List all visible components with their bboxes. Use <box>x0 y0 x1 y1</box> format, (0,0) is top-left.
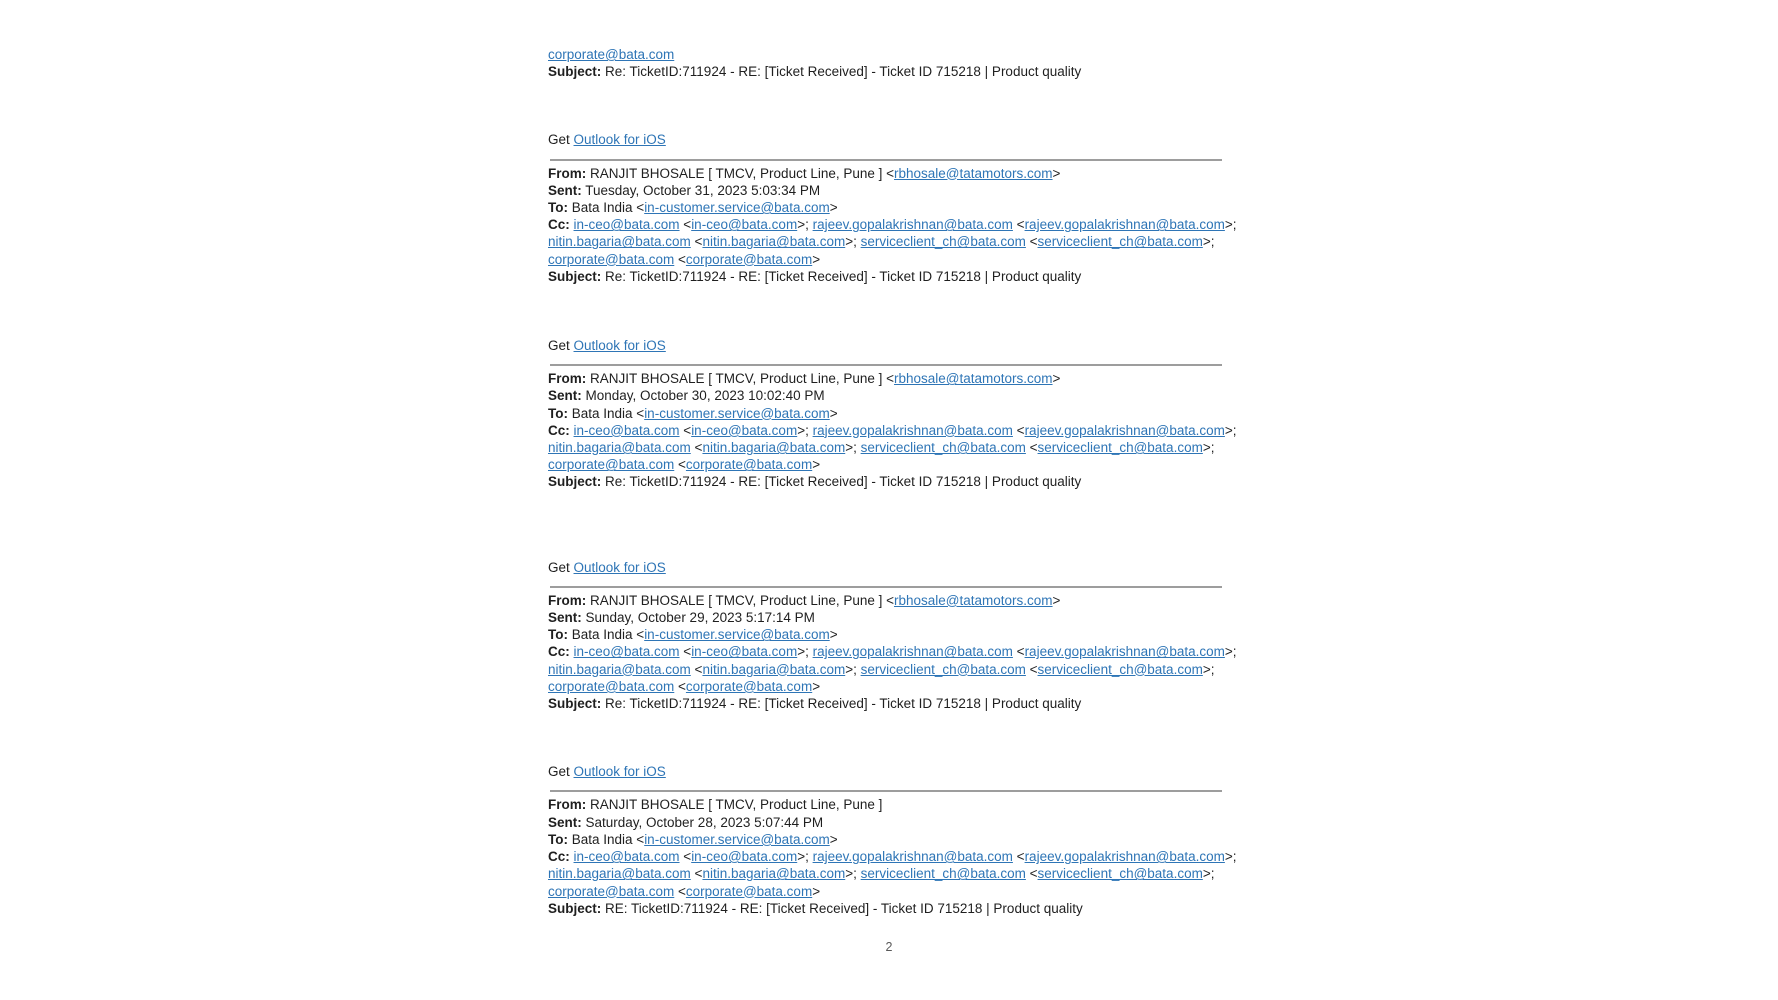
email-address-link[interactable]: corporate@bata.com <box>548 457 675 473</box>
email-address-link[interactable]: in-ceo@bata.com <box>691 217 798 233</box>
text-run: Sunday, October 29, 2023 5:17:14 PM <box>581 610 815 626</box>
document-page <box>548 46 1238 917</box>
text-run: < <box>674 678 686 694</box>
email-address-link[interactable]: nitin.bagaria@bata.com <box>548 440 691 456</box>
email-address-link[interactable]: nitin.bagaria@bata.com <box>548 234 691 250</box>
text-run: Bata India < <box>568 831 645 847</box>
text-run: >; <box>845 234 861 250</box>
sent-line <box>548 609 1238 626</box>
subject-line <box>548 695 1238 712</box>
text-run: >; <box>1202 234 1215 250</box>
cc-line <box>548 678 1238 695</box>
text-run: < <box>690 440 703 456</box>
field-label: To: <box>548 831 568 847</box>
text-run: Bata India < <box>568 627 645 643</box>
email-address-link[interactable]: in-customer.service@bata.com <box>644 200 830 216</box>
text-run: >; <box>1202 440 1215 456</box>
email-address-link[interactable]: rajeev.gopalakrishnan@bata.com <box>1024 217 1225 233</box>
header-lines <box>548 796 1238 916</box>
cc-line <box>548 661 1238 678</box>
email-address-link[interactable]: in-customer.service@bata.com <box>644 831 830 847</box>
outlook-for-ios-link[interactable]: Outlook for iOS <box>573 559 666 575</box>
sent-line <box>548 182 1238 199</box>
email-address-link[interactable]: rbhosale@tatamotors.com <box>894 371 1053 387</box>
cc-line <box>548 643 1238 660</box>
text-run: Bata India < <box>568 200 645 216</box>
text-run: >; <box>1202 661 1215 677</box>
email-address-link[interactable]: rajeev.gopalakrishnan@bata.com <box>1024 644 1225 660</box>
cc-line <box>548 439 1238 456</box>
email-address-link[interactable]: in-ceo@bata.com <box>573 217 680 233</box>
email-header-block <box>548 131 1238 285</box>
text-run: >; <box>1224 422 1237 438</box>
signature-line <box>548 559 1238 576</box>
text-run: < <box>1012 217 1025 233</box>
email-address-link[interactable]: in-ceo@bata.com <box>691 644 798 660</box>
email-thread <box>548 131 1238 917</box>
field-label: To: <box>548 200 568 216</box>
signature-line <box>548 337 1238 354</box>
email-address-link[interactable]: corporate@bata.com <box>548 678 675 694</box>
from-line <box>548 370 1238 387</box>
text-run: Saturday, October 28, 2023 5:07:44 PM <box>581 814 824 830</box>
field-label: Sent: <box>548 610 582 626</box>
field-label: Cc: <box>548 849 570 865</box>
email-address-link[interactable]: corporate@bata.com <box>548 47 675 62</box>
email-address-link[interactable]: serviceclient_ch@bata.com <box>860 866 1026 882</box>
subject-line <box>548 473 1238 490</box>
email-address-link[interactable]: serviceclient_ch@bata.com <box>1037 440 1203 456</box>
from-line <box>548 796 1238 813</box>
text-run: RANJIT BHOSALE [ TMCV, Product Line, Pune ] < <box>586 371 895 387</box>
text-run: < <box>690 866 703 882</box>
signature-line <box>548 131 1238 148</box>
text-run: > <box>812 678 821 694</box>
to-line <box>548 199 1238 216</box>
outlook-for-ios-link[interactable]: Outlook for iOS <box>573 764 666 780</box>
text-run: > <box>829 200 838 216</box>
email-address-link[interactable]: serviceclient_ch@bata.com <box>860 661 1026 677</box>
to-line <box>548 626 1238 643</box>
signature-line <box>548 763 1238 780</box>
email-header-block <box>548 337 1238 491</box>
text-run: Re: TicketID:711924 - RE: [Ticket Received] - Ticket ID 715218 | Product quality <box>601 64 1082 80</box>
field-label: Sent: <box>548 182 582 198</box>
email-address-link[interactable]: serviceclient_ch@bata.com <box>1037 866 1203 882</box>
email-address-link[interactable]: corporate@bata.com <box>685 251 813 267</box>
text-run: >; <box>797 849 813 865</box>
email-address-link[interactable]: in-ceo@bata.com <box>573 422 680 438</box>
text-run: < <box>690 661 703 677</box>
text-run: >; <box>1224 644 1237 660</box>
cc-line <box>548 883 1238 900</box>
text-run: >; <box>1224 849 1237 865</box>
separator-line <box>550 159 1222 161</box>
cc-line <box>548 251 1238 268</box>
email-address-link[interactable]: serviceclient_ch@bata.com <box>860 234 1026 250</box>
field-label: Cc: <box>548 422 570 438</box>
field-label: To: <box>548 405 568 421</box>
text-run: RANJIT BHOSALE [ TMCV, Product Line, Pune ] < <box>586 592 895 608</box>
text-run: < <box>679 849 692 865</box>
email-address-link[interactable]: nitin.bagaria@bata.com <box>702 661 846 677</box>
field-label: Subject: <box>548 64 602 80</box>
header-lines <box>548 165 1238 285</box>
field-label: Cc: <box>548 644 570 660</box>
email-address-link[interactable]: in-customer.service@bata.com <box>644 405 830 421</box>
text-run: >; <box>845 440 861 456</box>
field-label: From: <box>548 371 587 387</box>
cc-line <box>548 865 1238 882</box>
text-run: < <box>1012 849 1025 865</box>
to-line <box>548 405 1238 422</box>
subject-line <box>548 63 1238 80</box>
text-run: < <box>679 217 692 233</box>
field-label: From: <box>548 797 587 813</box>
subject-line <box>548 268 1238 285</box>
text-run: > <box>1052 165 1061 181</box>
outlook-for-ios-link[interactable]: Outlook for iOS <box>573 338 666 354</box>
outlook-for-ios-link[interactable]: Outlook for iOS <box>573 132 666 148</box>
text-run: RANJIT BHOSALE [ TMCV, Product Line, Pune ] <box>586 797 883 813</box>
email-address-link[interactable]: corporate@bata.com <box>685 883 813 899</box>
text-run: >; <box>1202 866 1215 882</box>
text-run: < <box>1025 234 1038 250</box>
text-run: < <box>679 644 692 660</box>
text-run: < <box>674 251 686 267</box>
text-run: > <box>812 883 821 899</box>
text-run: < <box>674 457 686 473</box>
field-label: From: <box>548 165 587 181</box>
email-address-link[interactable]: rajeev.gopalakrishnan@bata.com <box>812 849 1013 865</box>
email-address-link[interactable]: rajeev.gopalakrishnan@bata.com <box>812 217 1013 233</box>
text-run: > <box>1052 371 1061 387</box>
signature-prefix: Get <box>548 338 574 354</box>
email-address-link[interactable]: in-ceo@bata.com <box>573 644 680 660</box>
text-run: < <box>1012 422 1025 438</box>
email-address-link[interactable]: rajeev.gopalakrishnan@bata.com <box>812 422 1013 438</box>
text-run: < <box>1025 440 1038 456</box>
email-address-link[interactable]: serviceclient_ch@bata.com <box>860 440 1026 456</box>
from-line <box>548 592 1238 609</box>
field-label: Sent: <box>548 814 582 830</box>
field-label: From: <box>548 592 587 608</box>
email-address-link[interactable]: in-ceo@bata.com <box>691 422 798 438</box>
page-number: 2 <box>885 940 893 954</box>
text-run: Tuesday, October 31, 2023 5:03:34 PM <box>581 182 821 198</box>
signature-prefix: Get <box>548 132 574 148</box>
signature-prefix: Get <box>548 764 574 780</box>
cc-line <box>548 216 1238 233</box>
to-line <box>548 831 1238 848</box>
field-label: Subject: <box>548 900 602 916</box>
text-run: > <box>812 457 821 473</box>
cc-line <box>548 233 1238 250</box>
text-run: < <box>690 234 703 250</box>
email-address-link[interactable]: nitin.bagaria@bata.com <box>702 866 846 882</box>
email-address-link[interactable]: nitin.bagaria@bata.com <box>702 440 846 456</box>
field-label: Subject: <box>548 268 602 284</box>
cc-line <box>548 456 1238 473</box>
text-run: >; <box>797 217 813 233</box>
text-run: >; <box>797 422 813 438</box>
text-run: RANJIT BHOSALE [ TMCV, Product Line, Pune ] < <box>586 165 895 181</box>
text-run: > <box>829 831 838 847</box>
separator-line <box>550 790 1222 792</box>
header-lines <box>548 370 1238 490</box>
separator-line <box>550 364 1222 366</box>
text-run: < <box>679 422 692 438</box>
email-address-link[interactable]: corporate@bata.com <box>685 457 813 473</box>
field-label: Subject: <box>548 474 602 490</box>
text-run: Monday, October 30, 2023 10:02:40 PM <box>581 388 825 404</box>
signature-prefix: Get <box>548 559 574 575</box>
email-address-link[interactable]: rajeev.gopalakrishnan@bata.com <box>1024 849 1225 865</box>
email-address-link[interactable]: in-ceo@bata.com <box>573 849 680 865</box>
cc-tail-line <box>548 46 1238 63</box>
email-address-link[interactable]: rajeev.gopalakrishnan@bata.com <box>1024 422 1225 438</box>
field-label: To: <box>548 627 568 643</box>
sent-line <box>548 814 1238 831</box>
field-label: Cc: <box>548 217 570 233</box>
email-header-block <box>548 559 1238 713</box>
email-address-link[interactable]: rbhosale@tatamotors.com <box>894 165 1053 181</box>
text-run: >; <box>797 644 813 660</box>
cc-line <box>548 848 1238 865</box>
text-run: >; <box>845 661 861 677</box>
field-label: Subject: <box>548 696 602 712</box>
text-run: > <box>829 627 838 643</box>
text-run: > <box>829 405 838 421</box>
email-address-link[interactable]: serviceclient_ch@bata.com <box>1037 661 1203 677</box>
text-run: > <box>1052 592 1061 608</box>
text-run: Bata India < <box>568 405 645 421</box>
email-address-link[interactable]: in-customer.service@bata.com <box>644 627 830 643</box>
field-label: Sent: <box>548 388 582 404</box>
from-line <box>548 165 1238 182</box>
email-address-link[interactable]: corporate@bata.com <box>548 251 675 267</box>
email-address-link[interactable]: corporate@bata.com <box>548 883 675 899</box>
text-run: Re: TicketID:711924 - RE: [Ticket Received] - Ticket ID 715218 | Product quality <box>601 474 1082 490</box>
text-run: Re: TicketID:711924 - RE: [Ticket Received] - Ticket ID 715218 | Product quality <box>601 696 1082 712</box>
text-run: RE: TicketID:711924 - RE: [Ticket Received] - Ticket ID 715218 | Product quality <box>601 900 1083 916</box>
text-run: >; <box>1224 217 1237 233</box>
email-address-link[interactable]: in-ceo@bata.com <box>691 849 798 865</box>
cc-line <box>548 422 1238 439</box>
email-address-link[interactable]: nitin.bagaria@bata.com <box>702 234 846 250</box>
email-address-link[interactable]: rajeev.gopalakrishnan@bata.com <box>812 644 1013 660</box>
email-header-block <box>548 763 1238 917</box>
text-run: Re: TicketID:711924 - RE: [Ticket Received] - Ticket ID 715218 | Product quality <box>601 268 1082 284</box>
sent-line <box>548 387 1238 404</box>
separator-line <box>550 586 1222 588</box>
text-run: >; <box>845 866 861 882</box>
header-lines <box>548 592 1238 712</box>
email-address-link[interactable]: corporate@bata.com <box>685 678 813 694</box>
text-run: < <box>674 883 686 899</box>
text-run: < <box>1025 661 1038 677</box>
email-address-link[interactable]: nitin.bagaria@bata.com <box>548 866 691 882</box>
email-address-link[interactable]: nitin.bagaria@bata.com <box>548 661 691 677</box>
text-run: < <box>1012 644 1025 660</box>
text-run: > <box>812 251 821 267</box>
text-run: < <box>1025 866 1038 882</box>
email-address-link[interactable]: rbhosale@tatamotors.com <box>894 592 1053 608</box>
subject-line <box>548 900 1238 917</box>
email-address-link[interactable]: serviceclient_ch@bata.com <box>1037 234 1203 250</box>
